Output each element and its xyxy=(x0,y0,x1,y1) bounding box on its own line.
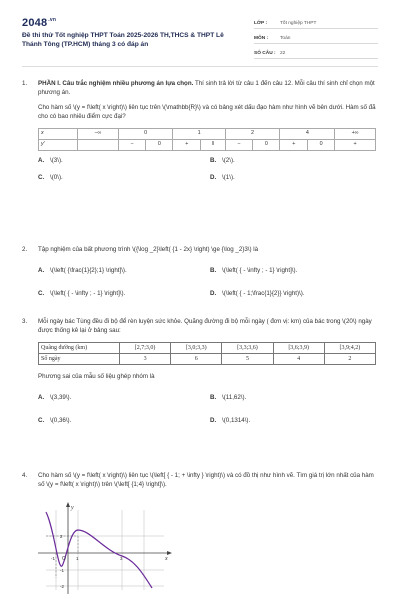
question-3-sub: Phương sai của mẫu số liệu ghép nhóm là xyxy=(38,372,155,380)
x-label: x xyxy=(165,556,168,562)
sign-table-row-x: x −∞ 0 1 2 4 +∞ xyxy=(39,128,376,139)
option-a[interactable]: A. \(3\). xyxy=(38,156,63,164)
header xyxy=(22,16,378,58)
meta-row-class: LỚP : Tốt nghiệp THPT xyxy=(254,16,378,29)
meta-row-count: SỐ CÂU : 22 xyxy=(254,46,378,59)
question-4-text: Cho hàm số \(y = f\left( x \right)\) liên tục \(\left[ { - 1; + \infty } \right)\) và có đồ thị như hình vẽ. Tìm giá trị lớn nhất của hàm số \(y = f\left( x \right)\) trên \(\left[ {1;4} \right]\). xyxy=(38,472,374,488)
y-axis-arrow xyxy=(66,502,70,507)
option-c[interactable]: C. \(\left( { - \infty ; - 1} \right]\). xyxy=(38,289,126,297)
question-2-options xyxy=(38,267,378,299)
option-d[interactable]: D. \(\left( { - 1;\frac{1}{2}} \right)\). xyxy=(210,289,305,297)
sign-table-row-derivative: y′ − 0 + ‖ − 0 + 0 + xyxy=(39,139,376,150)
option-b[interactable]: B. \(2\). xyxy=(210,156,235,164)
option-d[interactable]: D. \(0,1314\). xyxy=(210,416,251,424)
meta-row-subject: MÔN : Toán xyxy=(254,31,378,44)
option-a[interactable]: A. \(3,39\). xyxy=(38,393,72,401)
sign-table xyxy=(38,128,376,151)
tick-label: -1 xyxy=(60,568,65,573)
question-1: 1. PHẦN I. Câu trắc nghiệm nhiều phương án lựa chọn. Thí sinh trả lời từ câu 1 đến câu 12. Mỗi câu thí sinh chỉ chọn một phương án. Cho hàm số \(y = f\left( x \right)\) liên tục trên \(\mathbb{R}\) và có bảng xét dấu đạo hàm như hình vẽ bên dưới. Hàm số đã cho có bao nhiêu điểm cực đại? x −∞ 0 1 2 4 +∞ y′ − 0 + ‖ − 0 + 0 + A. \(3\). B. \(2\). C. \(0\). D. \(1\). xyxy=(22,80,378,183)
x-axis-arrow xyxy=(167,551,172,555)
option-d[interactable]: D. \(1\). xyxy=(210,173,235,181)
question-2: 2. Tập nghiệm của bất phương trình \({\log _2}\left( {1 - 2x} \right) \ge {\log _2}3\) là A. \(\left( {\frac{1}{2};1} \right]\). B. \(\left( { - \infty ; - 1} \right]\). C. \(\left( { - \infty ; - 1} \right]\). D. \(\left( { - 1;\frac{1}{2}} \right)\). xyxy=(22,246,378,299)
frequency-table-header: Quãng đường (km) [2,7;3,0) [3,0;3,3) [3,3;3,6) [3,6;3,9) [3,9;4,2) xyxy=(39,342,376,353)
function-curve xyxy=(46,512,152,588)
option-a[interactable]: A. \(\left( {\frac{1}{2};1} \right]\). xyxy=(38,266,127,274)
frequency-table-counts: Số ngày 3 6 5 4 2 xyxy=(39,353,376,364)
question-1-text: Cho hàm số \(y = f\left( x \right)\) liên tục trên \(\mathbb{R}\) và có bảng xét dấu đạo hàm như hình vẽ bên dưới. Hàm số đã cho có bao nhiêu điểm cực đại? xyxy=(38,103,376,120)
option-b[interactable]: B. \(\left( { - \infty ; - 1} \right]\). xyxy=(210,266,298,274)
frequency-table xyxy=(38,342,376,365)
header-divider xyxy=(22,66,378,67)
tick-label: 3 xyxy=(120,556,123,561)
option-c[interactable]: C. \(0\). xyxy=(38,173,63,181)
question-1-intro: PHẦN I. Câu trắc nghiệm nhiều phương án lựa chọn. Thí sinh trả lời từ câu 1 đến câu 12. Mỗi câu thí sinh chỉ chọn một phương án. xyxy=(38,80,375,96)
exam-title: Đề thi thử Tốt nghiệp THPT Toán 2025-2026 TH,THCS & THPT Lê Thánh Tông (TP.HCM) tháng 3 có đáp án xyxy=(22,32,224,48)
question-3-text: Mỗi ngày bác Tùng đều đi bộ để rèn luyện sức khỏe. Quãng đường đi bộ mỗi ngày ( đơn vị: km) của bác trong \(20\) ngày được thống kê lại ở bảng sau: xyxy=(38,318,372,334)
function-graph xyxy=(34,500,174,596)
question-1-options xyxy=(38,157,378,183)
site-logo[interactable]: $2048^{.vn}$ xyxy=(22,17,57,29)
y-label: y xyxy=(71,505,74,511)
question-3: 3. Mỗi ngày bác Tùng đều đi bộ để rèn luyện sức khỏe. Quãng đường đi bộ mỗi ngày ( đơn vị: km) của bác trong \(20\) ngày được thống kê lại ở bảng sau: Quãng đường (km) [2,7;3,0) [3,0;3,3) [3,3;3,6) [3,6;3,9) [3,9;4,2) Số ngày 3 6 5 4 2 Phương sai của mẫu số liệu ghép nhóm là A. \(3,39\). B. \(11,62\). C. \(0,36\). D. \(0,1314\). xyxy=(22,318,378,426)
option-b[interactable]: B. \(11,62\). xyxy=(210,393,247,401)
tick-label: 2 xyxy=(60,534,63,539)
tick-label: 1 xyxy=(76,556,79,561)
question-4: 4. Cho hàm số \(y = f\left( x \right)\) liên tục \(\left[ { - 1; + \infty } \right)\) và có đồ thị như hình vẽ. Tìm giá trị lớn nhất của hàm số \(y = f\left( x \right)\) trên \(\left[ {1;4} \right]\). xyxy=(22,472,378,490)
tick-label: -1 xyxy=(51,556,56,561)
tick-label: -2 xyxy=(60,584,65,589)
option-c[interactable]: C. \(0,36\). xyxy=(38,416,72,424)
question-3-options xyxy=(38,394,378,426)
exam-meta xyxy=(254,16,378,61)
origin-label: O xyxy=(62,556,66,562)
question-2-text: Tập nghiệm của bất phương trình \({\log _2}\left( {1 - 2x} \right) \ge {\log _2}3\) là xyxy=(38,246,259,253)
